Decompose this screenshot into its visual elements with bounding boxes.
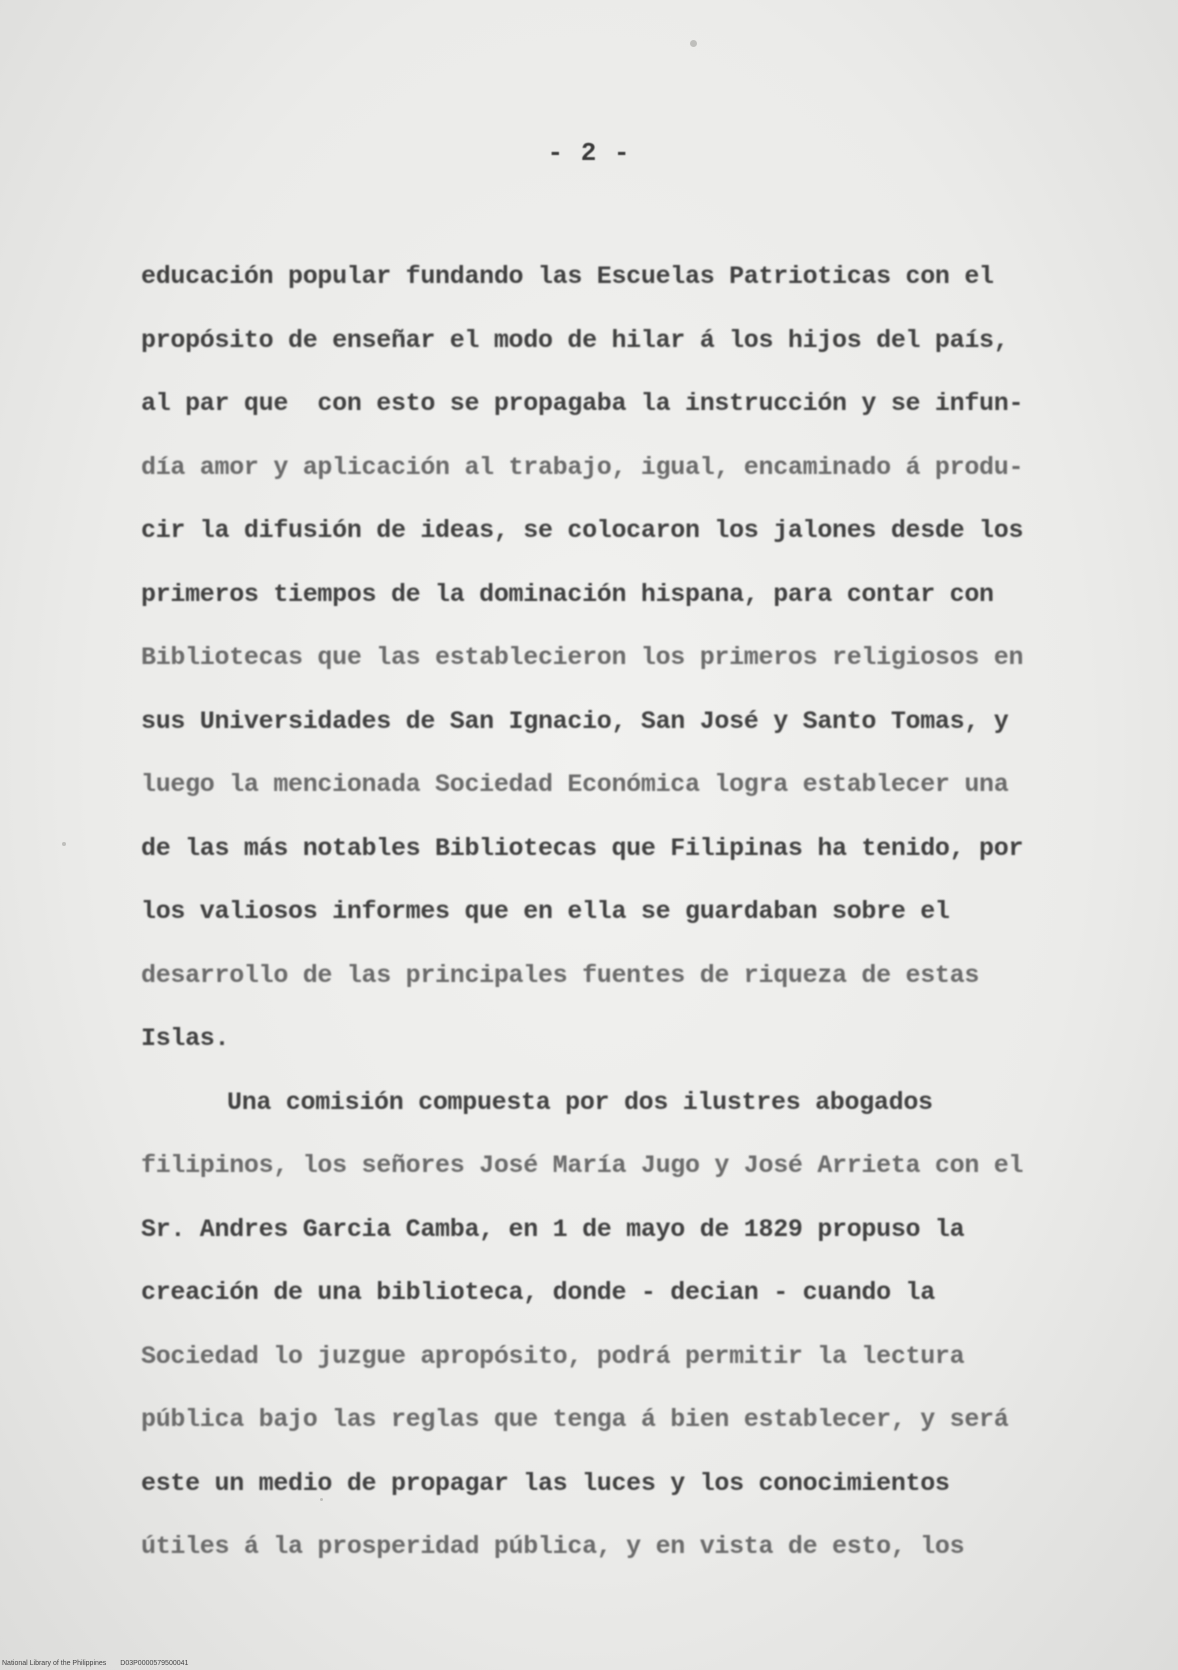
archive-footer (2, 1660, 202, 1667)
text-line: día amor y aplicación al trabajo, igual, encaminado á produ- (141, 452, 1024, 482)
text-line: este un medio de propagar las luces y los conocimientos (141, 1468, 950, 1498)
text-line: sus Universidades de San Ignacio, San José y Santo Tomas, y (141, 706, 1009, 736)
typed-body-text (141, 262, 1081, 1596)
text-line: Islas. (141, 1024, 230, 1053)
text-line: pública bajo las reglas que tenga á bien establecer, y será (141, 1405, 1009, 1434)
text-line: Sr. Andres Garcia Camba, en 1 de mayo de 1829 propuso la (141, 1214, 965, 1244)
footer-identifier: D03P0000579500041 (120, 1660, 189, 1667)
text-line: al par que con esto se propagaba la instrucción y se infun- (141, 389, 1024, 418)
text-line: filipinos, los señores José María Jugo y José Arrieta con el (141, 1151, 1024, 1180)
text-line: útiles á la prosperidad pública, y en vista de esto, los (141, 1532, 965, 1561)
text-line: desarrollo de las principales fuentes de riqueza de estas (141, 960, 980, 990)
page-number: - 2 - (547, 138, 631, 168)
text-line: Sociedad lo juzgue apropósito, podrá permitir la lectura (141, 1341, 965, 1371)
footer-institution: National Library of the Philippines (2, 1660, 107, 1667)
text-line: propósito de enseñar el modo de hilar á los hijos del país, (141, 325, 1009, 355)
paper-speck (690, 40, 697, 47)
text-line: educación popular fundando las Escuelas Patrioticas con el (141, 262, 994, 291)
text-line: los valiosos informes que en ella se guardaban sobre el (141, 897, 950, 926)
text-line: Bibliotecas que las establecieron los primeros religiosos en (141, 643, 1024, 672)
text-line: creación de una biblioteca, donde - decian - cuando la (141, 1278, 935, 1307)
text-line: luego la mencionada Sociedad Económica logra establecer una (141, 770, 1009, 799)
paper-speck (62, 842, 66, 846)
text-line: de las más notables Bibliotecas que Filipinas ha tenido, por (141, 833, 1024, 863)
paragraph-first-line: Una comisión compuesta por dos ilustres abogados (227, 1087, 933, 1117)
text-line: cir la difusión de ideas, se colocaron los jalones desde los (141, 516, 1024, 545)
text-line: primeros tiempos de la dominación hispana, para contar con (141, 579, 994, 609)
